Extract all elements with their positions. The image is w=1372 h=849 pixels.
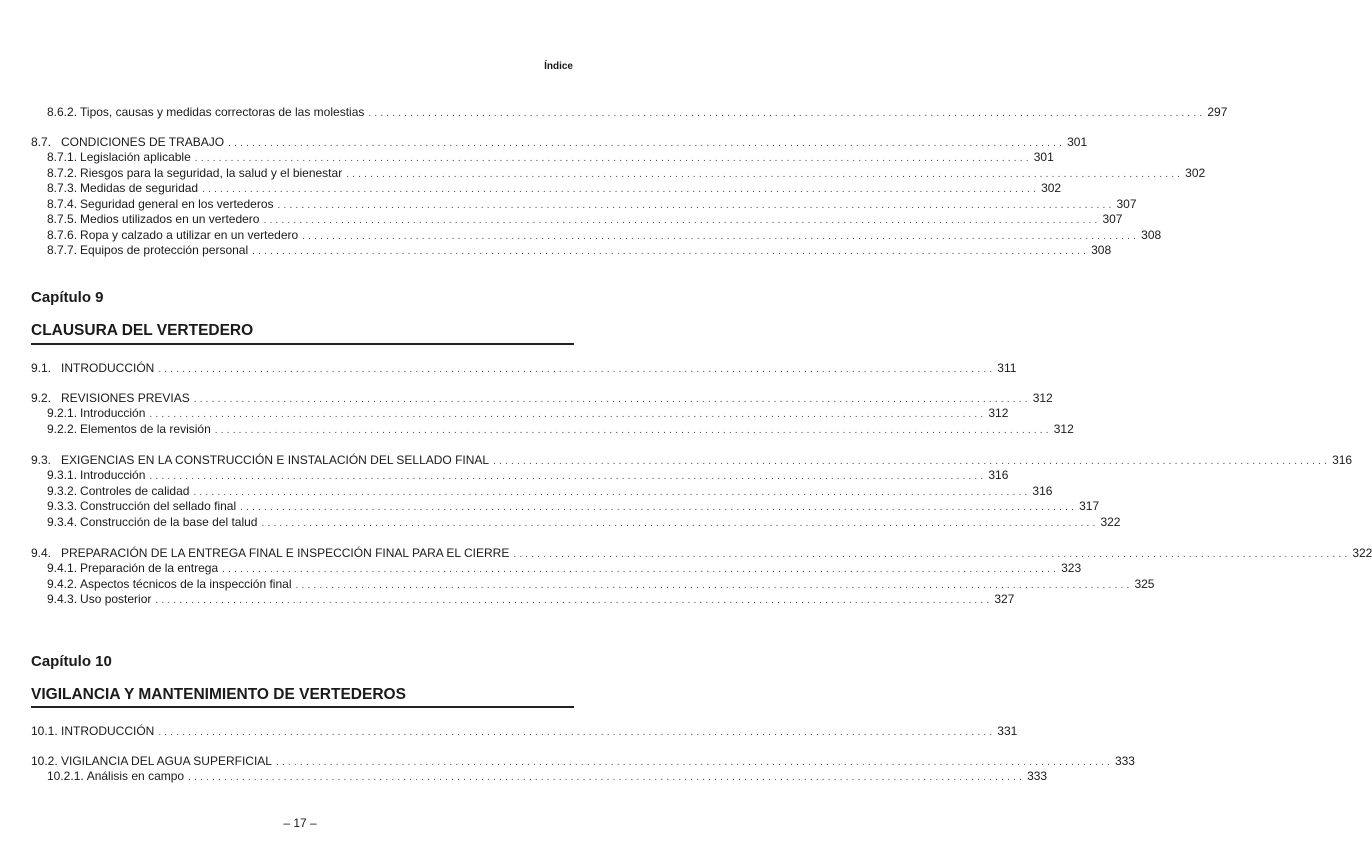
entry-number: 10.2.1.: [47, 769, 84, 784]
entry-number: 9.1.: [31, 361, 52, 375]
dot-leader: ............................................................................................................................................: [261, 517, 1099, 529]
dot-leader: ............................................................................................................................................: [513, 549, 1351, 560]
entry-title: Aspectos técnicos de la inspección final: [80, 576, 292, 591]
toc-entry[interactable]: [47, 243, 1112, 258]
toc-entry[interactable]: [47, 592, 1015, 607]
entry-number: 8.6.2.: [47, 105, 78, 119]
toc-entry[interactable]: [47, 105, 1228, 120]
entry-page: 333: [1027, 769, 1048, 784]
dot-leader: ............................................................................................................................................: [263, 215, 1101, 227]
entry-number: 8.7.7.: [47, 243, 78, 258]
toc-entry[interactable]: [47, 421, 1074, 437]
dot-leader: ............................................................................................................................................: [493, 456, 1331, 467]
entry-title: Seguridad general en los vertederos: [80, 196, 274, 211]
toc-entry[interactable]: [31, 453, 1353, 468]
entry-title: Riesgos para la seguridad, la salud y el bienestar: [80, 165, 343, 180]
toc-entry[interactable]: [47, 769, 1048, 784]
dot-leader: ............................................................................................................................................: [368, 108, 1206, 119]
chapter-label: Capítulo 9: [31, 289, 104, 306]
entry-number: 8.7.1.: [47, 150, 78, 165]
entry-page: 307: [1116, 196, 1137, 211]
dot-leader: ............................................................................................................................................: [277, 199, 1115, 211]
dot-leader: ............................................................................................................................................: [155, 595, 993, 607]
dot-leader: ............................................................................................................................................: [302, 230, 1140, 242]
entry-title: Ropa y calzado a utilizar en un vertedero: [80, 227, 299, 242]
entry-page: 307: [1102, 212, 1123, 227]
entry-number: 9.3.: [31, 453, 52, 467]
entry-title: Controles de calidad: [80, 483, 190, 498]
toc-entry[interactable]: [47, 150, 1054, 165]
toc-entry[interactable]: [47, 561, 1082, 576]
entry-title: Medidas de seguridad: [80, 181, 199, 196]
dot-leader: ............................................................................................................................................: [158, 727, 996, 738]
entry-page: 322: [1100, 514, 1121, 529]
toc-entry[interactable]: [47, 576, 1155, 592]
entry-number: 8.7.6.: [47, 227, 78, 242]
entry-number: 10.1.: [31, 724, 58, 738]
entry-number: 8.7.4.: [47, 196, 78, 211]
entry-title: VIGILANCIA DEL AGUA SUPERFICIAL: [61, 754, 272, 768]
toc-entry[interactable]: [47, 483, 1053, 499]
dot-leader: ............................................................................................................................................: [346, 168, 1184, 180]
entry-title: REVISIONES PREVIAS: [61, 391, 190, 405]
entry-title: Construcción de la base del talud: [80, 514, 258, 529]
entry-title: Introducción: [80, 468, 146, 483]
dot-leader: ............................................................................................................................................: [149, 409, 987, 421]
entry-title: INTRODUCCIÓN: [61, 724, 155, 738]
toc-entry[interactable]: [31, 546, 1372, 561]
entry-title: Tipos, causas y medidas correctoras de las molestias: [80, 105, 365, 119]
dot-leader: ............................................................................................................................................: [194, 153, 1032, 165]
dot-leader: ............................................................................................................................................: [252, 246, 1090, 258]
entry-title: Preparación de la entrega: [80, 561, 219, 576]
entry-title: Equipos de protección personal: [80, 243, 249, 258]
dot-leader: ............................................................................................................................................: [158, 364, 996, 375]
toc-entry[interactable]: [47, 468, 1009, 483]
entry-number: 9.4.: [31, 546, 52, 560]
toc-entry[interactable]: [31, 724, 1018, 739]
toc-entry[interactable]: [47, 196, 1137, 212]
entry-title: Legislación aplicable: [80, 150, 191, 165]
entry-page: 312: [988, 406, 1009, 421]
dot-leader: ............................................................................................................................................: [193, 486, 1031, 498]
toc-entry[interactable]: [47, 406, 1009, 421]
toc-entry[interactable]: [47, 212, 1123, 227]
entry-page: 316: [1332, 453, 1353, 467]
entry-number: 10.2.: [31, 754, 58, 768]
entry-number: 9.4.1.: [47, 561, 78, 576]
entry-page: 325: [1134, 576, 1155, 591]
entry-number: 8.7.5.: [47, 212, 78, 227]
toc-entry[interactable]: [47, 165, 1206, 181]
dot-leader: ............................................................................................................................................: [188, 772, 1026, 784]
entry-number: 9.3.4.: [47, 514, 78, 529]
entry-page: 302: [1041, 181, 1062, 196]
dot-leader: ............................................................................................................................................: [228, 138, 1066, 149]
entry-page: 312: [1053, 421, 1074, 436]
dot-leader: ............................................................................................................................................: [240, 502, 1078, 514]
dot-leader: ............................................................................................................................................: [202, 184, 1040, 196]
toc-entry[interactable]: [47, 499, 1100, 514]
entry-page: 301: [1033, 150, 1054, 165]
toc-entry[interactable]: [47, 227, 1162, 243]
entry-number: 8.7.2.: [47, 165, 78, 180]
entry-page: 316: [1032, 483, 1053, 498]
entry-title: Análisis en campo: [86, 769, 185, 784]
entry-number: 8.7.3.: [47, 181, 78, 196]
dot-leader: ............................................................................................................................................: [214, 424, 1052, 436]
entry-title: Elementos de la revisión: [80, 421, 211, 436]
entry-number: 9.3.2.: [47, 483, 78, 498]
entry-number: 9.2.: [31, 391, 52, 405]
dot-leader: ............................................................................................................................................: [295, 579, 1133, 591]
chapter-rule: [31, 706, 574, 708]
entry-page: 312: [1032, 391, 1053, 405]
chapter-title: VIGILANCIA Y MANTENIMIENTO DE VERTEDEROS: [31, 686, 406, 703]
entry-page: 297: [1207, 105, 1228, 119]
entry-number: 9.2.2.: [47, 421, 78, 436]
entry-number: 8.7.: [31, 135, 52, 149]
entry-page: 333: [1114, 754, 1135, 768]
dot-leader: ............................................................................................................................................: [222, 564, 1060, 576]
entry-title: Construcción del sellado final: [80, 499, 237, 514]
chapter-title: CLAUSURA DEL VERTEDERO: [31, 322, 254, 339]
entry-page: 327: [994, 592, 1015, 607]
entry-title: INTRODUCCIÓN: [61, 361, 155, 375]
entry-title: CONDICIONES DE TRABAJO: [61, 135, 225, 149]
entry-page: 308: [1091, 243, 1112, 258]
toc-entry[interactable]: [31, 361, 1017, 376]
entry-title: EXIGENCIAS EN LA CONSTRUCCIÓN E INSTALACIÓN DEL SELLADO FINAL: [61, 453, 490, 467]
chapter-rule: [31, 343, 574, 345]
toc-entry[interactable]: [31, 135, 1088, 150]
entry-title: Medios utilizados en un vertedero: [80, 212, 260, 227]
running-header: Índice: [544, 61, 573, 72]
entry-page: 317: [1079, 499, 1100, 514]
entry-page: 322: [1352, 546, 1372, 560]
dot-leader: ............................................................................................................................................: [275, 757, 1113, 768]
toc-entry[interactable]: [31, 391, 1053, 406]
entry-title: PREPARACIÓN DE LA ENTREGA FINAL E INSPECCIÓN FINAL PARA EL CIERRE: [61, 546, 510, 560]
entry-page: 308: [1141, 227, 1162, 242]
entry-page: 302: [1185, 165, 1206, 180]
entry-title: Introducción: [80, 406, 146, 421]
entry-number: 9.4.2.: [47, 576, 78, 591]
entry-number: 9.2.1.: [47, 406, 78, 421]
chapter-label: Capítulo 10: [31, 653, 112, 670]
entry-page: 311: [997, 361, 1017, 375]
entry-number: 9.3.3.: [47, 499, 78, 514]
entry-page: 323: [1061, 561, 1082, 576]
entry-number: 9.4.3.: [47, 592, 78, 607]
entry-title: Uso posterior: [80, 592, 152, 607]
toc-entry[interactable]: [47, 181, 1062, 196]
dot-leader: ............................................................................................................................................: [193, 394, 1031, 405]
toc-entry[interactable]: [31, 754, 1135, 769]
entry-page: 301: [1067, 135, 1088, 149]
entry-page: 331: [997, 724, 1018, 738]
page-number: – 17 –: [283, 816, 317, 830]
entry-page: 316: [988, 468, 1009, 483]
entry-number: 9.3.1.: [47, 468, 78, 483]
dot-leader: ............................................................................................................................................: [149, 471, 987, 483]
toc-entry[interactable]: [47, 514, 1121, 530]
